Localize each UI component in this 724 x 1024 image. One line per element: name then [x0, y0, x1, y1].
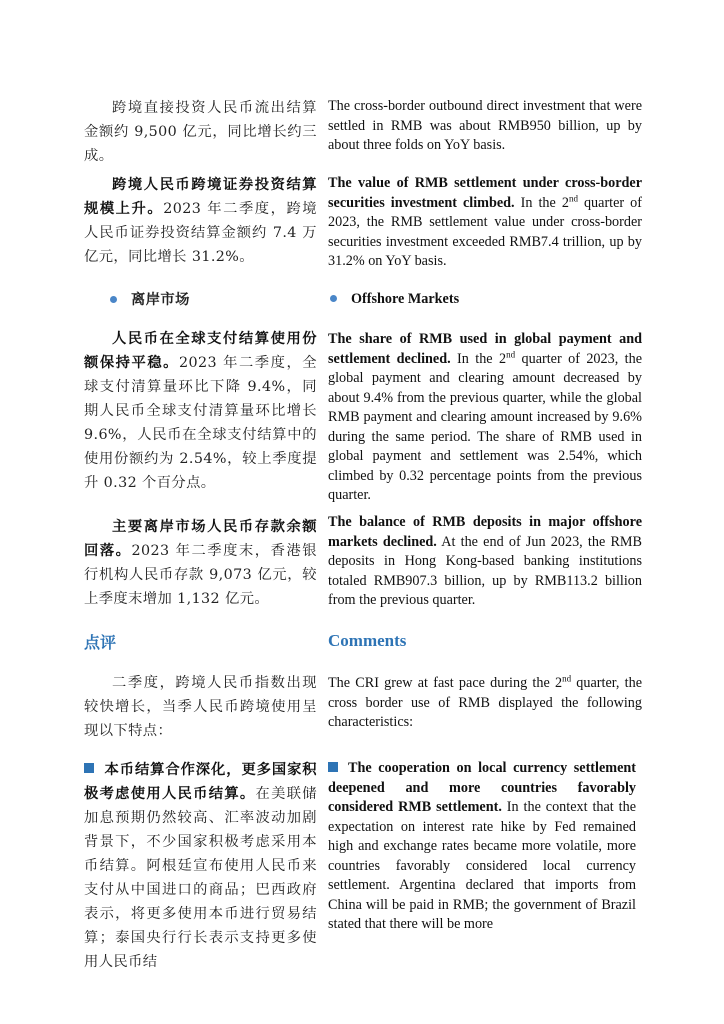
zh-text: 二季度，跨境人民币指数出现较快增长，当季人民币跨境使用呈现以下特点： — [84, 675, 317, 739]
zh-section-heading-comments — [84, 630, 116, 653]
en-paragraph-global-payment — [328, 330, 642, 506]
zh-bold-lead: 主要离岸市场人民币存款余额回落。 — [84, 519, 317, 559]
en-text: In the context that the expectation on interest rate hike by Fed remained high and exchange rates became more volatile, more countries favorably considered local currency settlement. Argentina declared that imports from China will be paid in RMB; the government of Brazil stated that there will be more — [328, 799, 636, 932]
en-subheading-text: Offshore Markets — [351, 291, 460, 307]
en-superscript: nd — [506, 348, 516, 359]
zh-bold-lead: 本币结算合作深化，更多国家积极考虑使用人民币结算。 — [84, 762, 317, 802]
en-bold-lead: The value of RMB settlement under cross-border securities investment climbed. — [328, 175, 642, 211]
en-paragraph-securities — [328, 174, 642, 272]
en-section-heading-comments — [328, 631, 406, 651]
zh-paragraph-securities — [84, 173, 317, 269]
en-superscript: nd — [568, 192, 578, 203]
zh-text: 2023 年二季度，全球支付清算量环比下降 9.4%，同期人民币全球支付清算量环比增长 9.6%，人民币在全球支付结算中的使用份额约为 2.54%，较上季度提升 0.32 个百分点。 — [84, 355, 317, 491]
en-paragraph-cri-intro — [328, 674, 642, 733]
bullet-square-icon — [328, 762, 338, 772]
en-text-cont: quarter, the cross border use of RMB displayed the following characteristics: — [328, 675, 642, 730]
en-text: The CRI grew at fast pace during the 2 — [328, 675, 563, 691]
zh-subheading-text: 离岸市场 — [131, 292, 190, 308]
en-paragraph-deposits — [328, 513, 642, 611]
en-bold-lead: The cooperation on local currency settlement deepened and more countries favorably considered RMB settlement. — [328, 760, 636, 815]
en-text-cont: quarter of 2023, the RMB settlement value under cross-border securities investment exceeded RMB7.4 trillion, up by 31.2% on YoY basis. — [328, 194, 642, 269]
bullet-square-icon — [84, 763, 94, 773]
zh-paragraph-outbound-fdi — [84, 96, 317, 168]
en-text: In the 2 — [514, 194, 569, 211]
en-text-cont: quarter of 2023, the global payment and clearing amount decreased by about 9.4% from the previous quarter, while the global RMB payment and clearing amount increased by 9.6% during the same period. The share of RMB used in global payment and settlement was 2.54%, which climbed by 0.32 percentage points from the previous quarter. — [328, 350, 643, 503]
zh-text: 2023 年二季度末，香港银行机构人民币存款 9,073 亿元，较上季度末增加 1,132 亿元。 — [84, 543, 318, 607]
en-superscript: nd — [562, 673, 572, 684]
en-text: In the 2 — [450, 350, 507, 367]
zh-text: 2023 年二季度，跨境人民币证券投资结算金额约 7.4 万亿元，同比增长 31.2%。 — [84, 201, 318, 265]
zh-paragraph-deposits — [84, 515, 317, 611]
zh-paragraph-global-payment — [84, 327, 317, 495]
zh-paragraph-local-currency — [84, 758, 317, 974]
zh-text: 跨境直接投资人民币流出结算金额约 9,500 亿元，同比增长约三成。 — [84, 100, 317, 164]
en-subheading-offshore — [330, 290, 630, 310]
zh-paragraph-cri-intro — [84, 671, 317, 743]
bullet-dot-icon — [110, 296, 117, 303]
zh-subheading-offshore — [110, 288, 310, 312]
bullet-dot-icon — [330, 295, 337, 302]
en-bold-lead: The share of RMB used in global payment and settlement declined. — [328, 331, 642, 367]
zh-bold-lead: 人民币在全球支付结算使用份额保持平稳。 — [84, 331, 317, 371]
zh-heading-text: 点评 — [84, 633, 117, 652]
zh-bold-lead: 跨境人民币跨境证券投资结算规模上升。 — [84, 177, 317, 217]
en-text: The cross-border outbound direct investment that were settled in RMB was about RMB950 billion, up by about three folds on YoY basis. — [328, 98, 642, 153]
en-heading-text: Comments — [328, 631, 407, 650]
en-bold-lead: The balance of RMB deposits in major offshore markets declined. — [328, 514, 642, 550]
en-text: At the end of Jun 2023, the RMB deposits in Hong Kong-based banking institutions totaled RMB907.3 billion, up by RMB113.2 billion from the previous quarter. — [328, 533, 642, 608]
en-paragraph-local-currency — [328, 759, 636, 935]
zh-text: 在美联储加息预期仍然较高、汇率波动加剧背景下，不少国家积极考虑采用本币结算。阿根廷宣布使用人民币来支付从中国进口的商品；巴西政府表示，将更多使用本币进行贸易结算；泰国央行行长表示支持更多使用人民币结 — [84, 786, 317, 970]
en-paragraph-outbound-fdi — [328, 97, 642, 156]
